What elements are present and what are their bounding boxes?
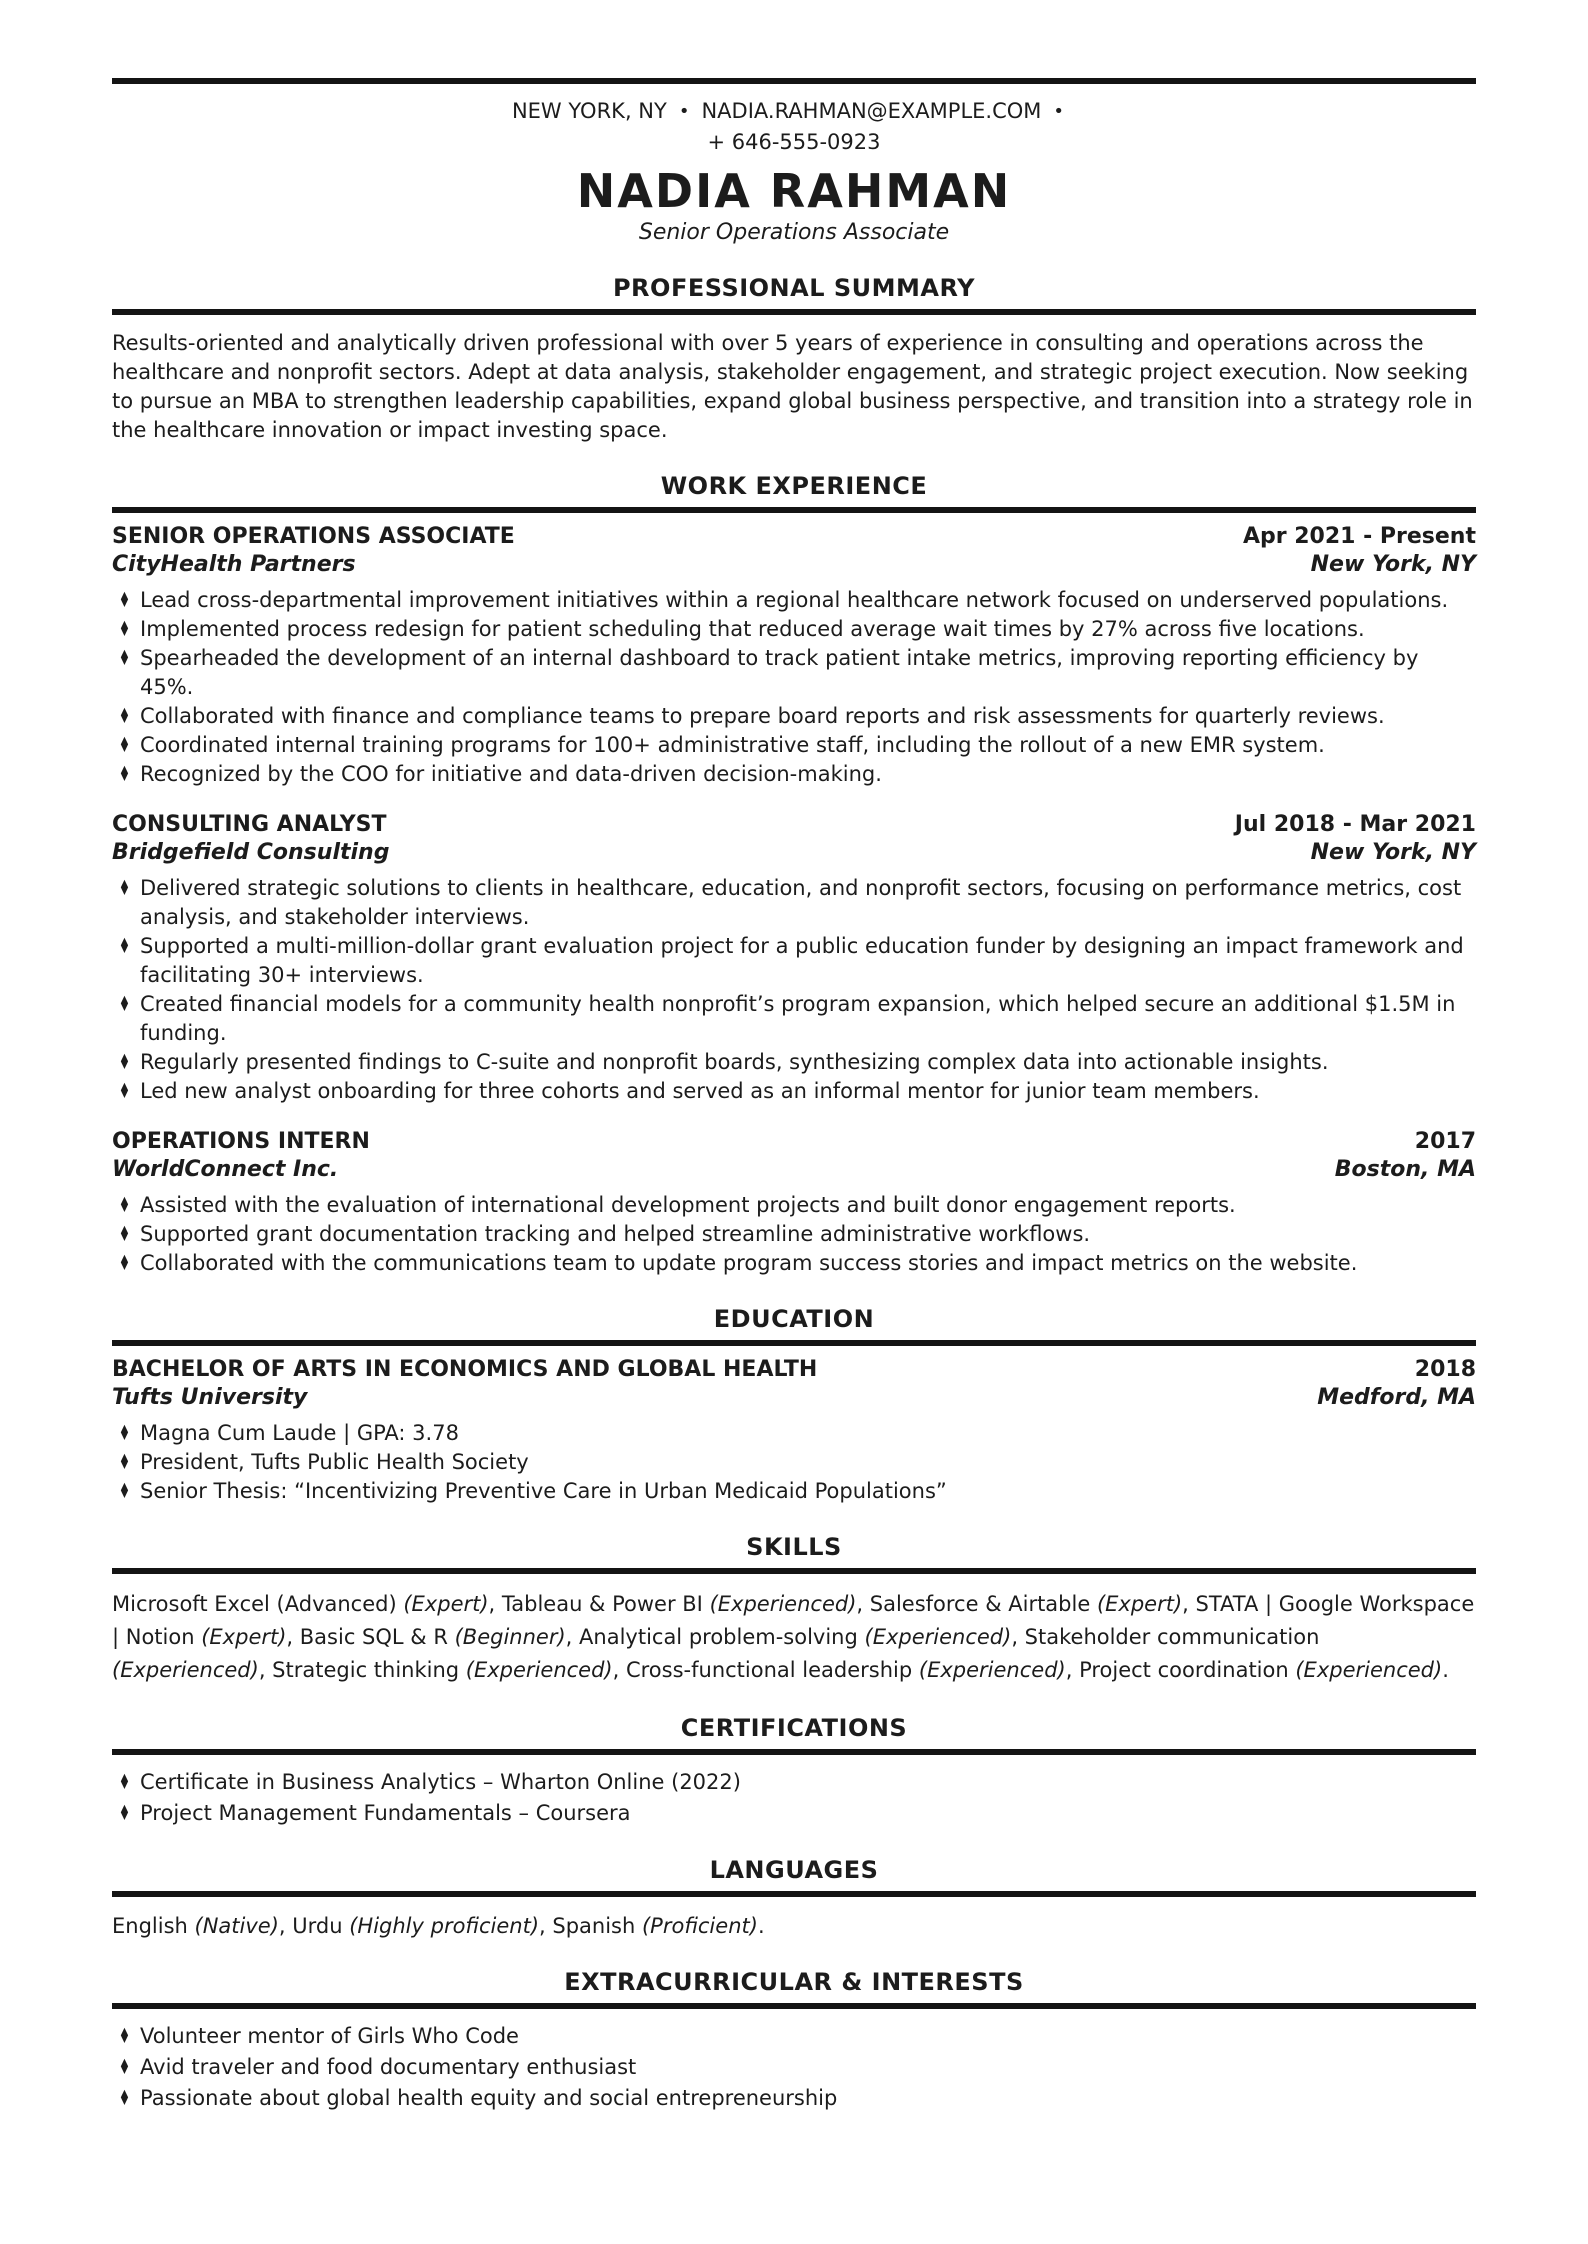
diamond-bullet-icon: ♦ [118,2086,131,2110]
diamond-bullet-icon: ♦ [118,934,131,958]
section-divider [112,1340,1476,1346]
bullet-text: Certificate in Business Analytics – Wharton Online (2022) [140,1770,741,1794]
run-text: . [1442,1658,1449,1682]
section-divider [112,507,1476,513]
diamond-bullet-icon: ♦ [118,1479,131,1503]
job-title: CONSULTING ANALYST [112,812,387,837]
job-bullet-list [112,586,1476,789]
bullet-item [112,702,1476,731]
diamond-bullet-icon: ♦ [118,1050,131,1074]
section-heading-extracurricular: EXTRACURRICULAR & INTERESTS [564,1968,1024,1996]
proficiency-level: (Highly proficient) [349,1914,540,1938]
run-text: Microsoft Excel (Advanced) [112,1592,404,1616]
proficiency-level: (Experienced) [112,1658,259,1682]
bullet-text: Implemented process redesign for patient scheduling that reduced average wait times by 27% across five locations. [140,617,1365,641]
bullet-item [112,1419,1476,1448]
education-entry [112,1356,1476,1506]
school-location: Medford, MA [1317,1385,1476,1410]
education-bullet-list [112,1419,1476,1506]
proficiency-level: (Experienced) [918,1658,1066,1682]
section-heading-languages: LANGUAGES [709,1856,879,1884]
section-divider [112,2003,1476,2009]
proficiency-level: (Expert) [1096,1592,1183,1616]
diamond-bullet-icon: ♦ [118,1450,131,1474]
diamond-bullet-icon: ♦ [118,588,131,612]
bullet-text: Supported a multi-million-dollar grant evaluation project for a public education funder by designing an impact framework and facilitating 30+ interviews. [140,934,1464,987]
professional-summary-text: Results-oriented and analytically driven professional with over 5 years of experience in consulting and operations across the healthcare and nonprofit sectors. Adept at data analysis, stakeholder engagement, and strategic project execution. Now seeking to pursue an MBA to strengthen leadership capabilities, expand global business perspective, and transition into a strategy role in the healthcare innovation or impact investing space. [112,331,1473,442]
run-text: , Basic SQL & R [286,1625,455,1649]
contact-location: NEW YORK, NY [511,99,667,123]
job-company: Bridgefield Consulting [112,840,390,865]
bullet-item [112,1448,1476,1477]
diamond-bullet-icon: ♦ [118,704,131,728]
graduation-year: 2018 [1414,1357,1476,1382]
run-text: English [112,1914,195,1938]
section-heading-work-experience: WORK EXPERIENCE [660,472,928,500]
diamond-bullet-icon: ♦ [118,876,131,900]
job-entry [112,1128,1476,1278]
run-text: , Spanish [539,1914,642,1938]
bullet-text: Coordinated internal training programs for 100+ administrative staff, including the rollout of a new EMR system. [140,733,1325,757]
bullet-text: Regularly presented findings to C-suite and nonprofit boards, synthesizing complex data into actionable insights. [140,1050,1329,1074]
diamond-bullet-icon: ♦ [118,733,131,757]
bullet-text: Collaborated with the communications team to update program success stories and impact metrics on the website. [140,1251,1358,1275]
bullet-item [112,1249,1476,1278]
diamond-bullet-icon: ♦ [118,1770,131,1794]
proficiency-level: (Experienced) [465,1658,613,1682]
proficiency-level: (Native) [194,1914,279,1938]
section-divider [112,1568,1476,1574]
diamond-bullet-icon: ♦ [118,1801,131,1825]
run-text: , Project coordination [1065,1658,1296,1682]
job-company-row [112,551,1476,579]
run-text: , Strategic thinking [258,1658,466,1682]
bullet-item [112,1767,1476,1798]
proficiency-level: (Experienced) [1295,1658,1443,1682]
bullet-item [112,932,1476,990]
diamond-bullet-icon: ♦ [118,1193,131,1217]
bullet-item [112,874,1476,932]
bullet-item [112,1220,1476,1249]
run-text: , Tableau & Power BI [488,1592,710,1616]
diamond-bullet-icon: ♦ [118,1251,131,1275]
job-title-row [112,523,1476,551]
contact-email: NADIA.RAHMAN@EXAMPLE.COM [701,99,1042,123]
bullet-item [112,731,1476,760]
bullet-text: Volunteer mentor of Girls Who Code [140,2024,519,2048]
run-text: . [757,1914,765,1938]
diamond-bullet-icon: ♦ [118,1421,131,1445]
job-dates: 2017 [1414,1129,1476,1154]
proficiency-level: (Expert) [201,1625,287,1649]
run-text: , Salesforce & Airtable [856,1592,1097,1616]
contact-info [112,96,1476,157]
bullet-item [112,1048,1476,1077]
certifications-bullet-list [112,1767,1476,1829]
section-heading-skills: SKILLS [746,1533,842,1561]
top-divider [112,78,1476,84]
job-title-row [112,811,1476,839]
bullet-item [112,1191,1476,1220]
bullet-item [112,760,1476,789]
run-text: , Stakeholder communication [1011,1625,1320,1649]
job-title-row [112,1128,1476,1156]
diamond-bullet-icon: ♦ [118,1222,131,1246]
bullet-text: Spearheaded the development of an internal dashboard to track patient intake metrics, improving reporting efficiency by 45%. [140,646,1419,699]
bullet-item [112,1798,1476,1829]
job-location: New York, NY [1310,552,1476,577]
extracurricular-bullet-list [112,2021,1476,2114]
section-divider [112,309,1476,315]
job-location: New York, NY [1310,840,1476,865]
bullet-text: Passionate about global health equity and social entrepreneurship [140,2086,838,2110]
proficiency-level: (Experienced) [864,1625,1012,1649]
job-company: CityHealth Partners [112,552,356,577]
bullet-text: Supported grant documentation tracking and helped streamline administrative workflows. [140,1222,1091,1246]
section-divider [112,1749,1476,1755]
bullet-text: Magna Cum Laude | GPA: 3.78 [140,1421,459,1445]
job-dates: Apr 2021 - Present [1242,524,1476,549]
bullet-text: Delivered strategic solutions to clients in healthcare, education, and nonprofit sectors, focusing on performance metrics, cost analysis, and stakeholder interviews. [140,876,1462,929]
proficiency-level: (Proficient) [641,1914,758,1938]
bullet-item [112,586,1476,615]
bullet-item [112,2052,1476,2083]
bullet-item [112,2083,1476,2114]
diamond-bullet-icon: ♦ [118,2055,131,2079]
bullet-text: Led new analyst onboarding for three cohorts and served as an informal mentor for junior team members. [140,1079,1260,1103]
contact-phone: + 646-555-0923 [707,130,881,154]
diamond-bullet-icon: ♦ [118,646,131,670]
bullet-text: Senior Thesis: “Incentivizing Preventive Care in Urban Medicaid Populations” [140,1479,947,1503]
bullet-text: President, Tufts Public Health Society [140,1450,529,1474]
diamond-bullet-icon: ♦ [118,2024,131,2048]
bullet-separator-icon: • [1053,101,1065,122]
job-company-row [112,839,1476,867]
job-bullet-list [112,1191,1476,1278]
bullet-separator-icon: • [678,101,690,122]
job-bullet-list [112,874,1476,1106]
job-entry [112,523,1476,789]
run-text: , Cross-functional leadership [612,1658,919,1682]
contact-line-1 [112,96,1476,127]
skills-text [112,1588,1476,1687]
run-text: , Analytical problem-solving [565,1625,865,1649]
run-text: , STATA | Google Workspace | Notion [112,1592,1475,1649]
diamond-bullet-icon: ♦ [118,1079,131,1103]
job-title: OPERATIONS INTERN [112,1129,370,1154]
bullet-item [112,1077,1476,1106]
section-heading-education: EDUCATION [713,1305,875,1333]
diamond-bullet-icon: ♦ [118,992,131,1016]
bullet-text: Created financial models for a community health nonprofit’s program expansion, which helped secure an additional $1.5M in funding. [140,992,1456,1045]
bullet-text: Recognized by the COO for initiative and data-driven decision-making. [140,762,882,786]
job-entry [112,811,1476,1106]
bullet-text: Lead cross-departmental improvement initiatives within a regional healthcare network focused on underserved populations. [140,588,1449,612]
job-dates: Jul 2018 - Mar 2021 [1234,812,1476,837]
bullet-text: Avid traveler and food documentary enthusiast [140,2055,637,2079]
degree-title: BACHELOR OF ARTS IN ECONOMICS AND GLOBAL HEALTH [112,1357,818,1382]
diamond-bullet-icon: ♦ [118,762,131,786]
bullet-item [112,2021,1476,2052]
bullet-item [112,644,1476,702]
languages-text [112,1912,1476,1941]
diamond-bullet-icon: ♦ [118,617,131,641]
proficiency-level: (Experienced) [709,1592,857,1616]
candidate-name: NADIA RAHMAN [576,164,1012,218]
school-row [112,1384,1476,1412]
degree-row [112,1356,1476,1384]
job-location: Boston, MA [1334,1157,1476,1182]
run-text: , Urdu [278,1914,350,1938]
candidate-job-title: Senior Operations Associate [638,220,950,245]
section-heading-professional-summary: PROFESSIONAL SUMMARY [612,274,976,302]
section-divider [112,1891,1476,1897]
job-title: SENIOR OPERATIONS ASSOCIATE [112,524,515,549]
job-company: WorldConnect Inc. [112,1157,339,1182]
job-company-row [112,1156,1476,1184]
bullet-item [112,1477,1476,1506]
proficiency-level: (Expert) [403,1592,489,1616]
bullet-text: Assisted with the evaluation of international development projects and built donor engagement reports. [140,1193,1236,1217]
bullet-item [112,990,1476,1048]
bullet-text: Collaborated with finance and compliance teams to prepare board reports and risk assessments for quarterly reviews. [140,704,1385,728]
school-name: Tufts University [112,1385,308,1410]
bullet-item [112,615,1476,644]
proficiency-level: (Beginner) [454,1625,566,1649]
section-heading-certifications: CERTIFICATIONS [680,1714,908,1742]
bullet-text: Project Management Fundamentals – Coursera [140,1801,631,1825]
